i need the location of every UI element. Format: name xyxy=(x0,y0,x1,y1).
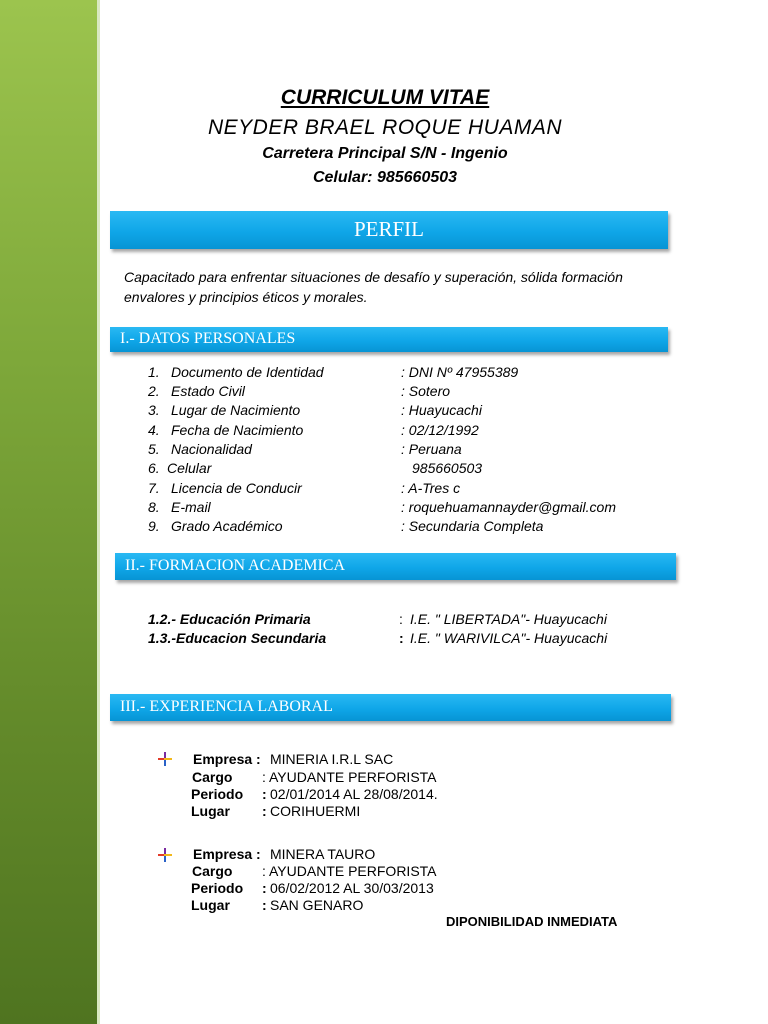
cross-bullet-icon xyxy=(158,848,172,862)
periodo-label: Periodo xyxy=(191,880,244,896)
cargo-label: Cargo xyxy=(192,863,233,879)
row-value: : roquehuamannayder@gmail.com xyxy=(401,499,616,515)
empresa-value: MINERIA I.R.L SAC xyxy=(270,751,394,767)
row-label: E-mail xyxy=(171,499,211,515)
availability-note: DIPONIBILIDAD INMEDIATA xyxy=(446,914,618,929)
cross-bullet-icon xyxy=(158,752,172,766)
section-title-experiencia: III.- EXPERIENCIA LABORAL xyxy=(120,698,333,715)
cv-title: CURRICULUM VITAE xyxy=(280,86,490,109)
section-title-datos: I.- DATOS PERSONALES xyxy=(120,330,296,347)
row-number: 2. xyxy=(148,383,160,399)
row-label: Licencia de Conducir xyxy=(171,480,302,496)
row-label: Estado Civil xyxy=(171,383,245,399)
section-title-perfil: PERFIL xyxy=(353,217,424,241)
education-colon: : xyxy=(399,611,403,627)
row-number: 8. xyxy=(148,499,160,515)
row-value: : DNI Nº 47955389 xyxy=(401,364,519,380)
periodo-colon: : xyxy=(262,880,267,896)
profile-text: Capacitado para enfrentar situaciones de desafío y superación, sólida formación envalores y principios éticos y morales. xyxy=(124,269,623,305)
periodo-label: Periodo xyxy=(191,786,244,802)
education-level: 1.3.-Educacion Secundaria xyxy=(148,630,327,646)
row-number: 4. xyxy=(148,422,160,438)
row-number: 9. xyxy=(148,518,160,534)
lugar-colon: : xyxy=(262,897,267,913)
empresa-value: MINERA TAURO xyxy=(270,846,376,862)
periodo-value: 02/01/2014 AL 28/08/2014. xyxy=(270,786,438,802)
cargo-value: : AYUDANTE PERFORISTA xyxy=(262,769,437,785)
section-bar-datos xyxy=(110,327,668,352)
row-number: 5. xyxy=(148,441,160,457)
row-label: Celular xyxy=(167,460,212,476)
empresa-label: Empresa : xyxy=(193,846,261,862)
row-label: Fecha de Nacimiento xyxy=(171,422,304,438)
candidate-address: Carretera Principal S/N - Ingenio xyxy=(262,145,508,162)
row-value: 985660503 xyxy=(412,460,483,476)
lugar-value: CORIHUERMI xyxy=(270,803,361,819)
row-number: 3. xyxy=(148,402,160,418)
education-school: I.E. " LIBERTADA"- Huayucachi xyxy=(410,611,607,627)
education-level: 1.2.- Educación Primaria xyxy=(148,611,311,627)
row-label: Nacionalidad xyxy=(171,441,252,457)
row-number: 7. xyxy=(148,480,160,496)
section-bar-formacion xyxy=(115,553,676,580)
education-colon: : xyxy=(399,630,404,646)
row-value: : Huayucachi xyxy=(401,402,482,418)
periodo-value: 06/02/2012 AL 30/03/2013 xyxy=(270,880,434,896)
row-value: : Sotero xyxy=(401,383,451,399)
candidate-name: NEYDER BRAEL ROQUE HUAMAN xyxy=(207,116,563,139)
section-bar-experiencia xyxy=(110,694,671,721)
row-value: : Secundaria Completa xyxy=(401,518,544,534)
row-label: Documento de Identidad xyxy=(171,364,324,380)
lugar-value: SAN GENARO xyxy=(270,897,364,913)
lugar-colon: : xyxy=(262,803,267,819)
cargo-label: Cargo xyxy=(192,769,233,785)
row-label: Grado Académico xyxy=(171,518,283,534)
lugar-label: Lugar xyxy=(191,897,230,913)
row-number: 6. xyxy=(148,460,160,476)
row-value: : Peruana xyxy=(401,441,462,457)
candidate-phone: Celular: 985660503 xyxy=(312,169,458,186)
green-sidebar xyxy=(0,0,97,1024)
row-number: 1. xyxy=(148,364,160,380)
lugar-label: Lugar xyxy=(191,803,230,819)
section-title-formacion: II.- FORMACION ACADEMICA xyxy=(125,557,346,574)
cargo-value: : AYUDANTE PERFORISTA xyxy=(262,863,437,879)
row-label: Lugar de Nacimiento xyxy=(171,402,301,418)
row-value: : 02/12/1992 xyxy=(401,422,479,438)
row-value: : A-Tres c xyxy=(401,480,461,496)
section-bar-perfil xyxy=(110,211,668,249)
periodo-colon: : xyxy=(262,786,267,802)
education-school: I.E. " WARIVILCA"- Huayucachi xyxy=(410,630,608,646)
empresa-label: Empresa : xyxy=(193,751,261,767)
